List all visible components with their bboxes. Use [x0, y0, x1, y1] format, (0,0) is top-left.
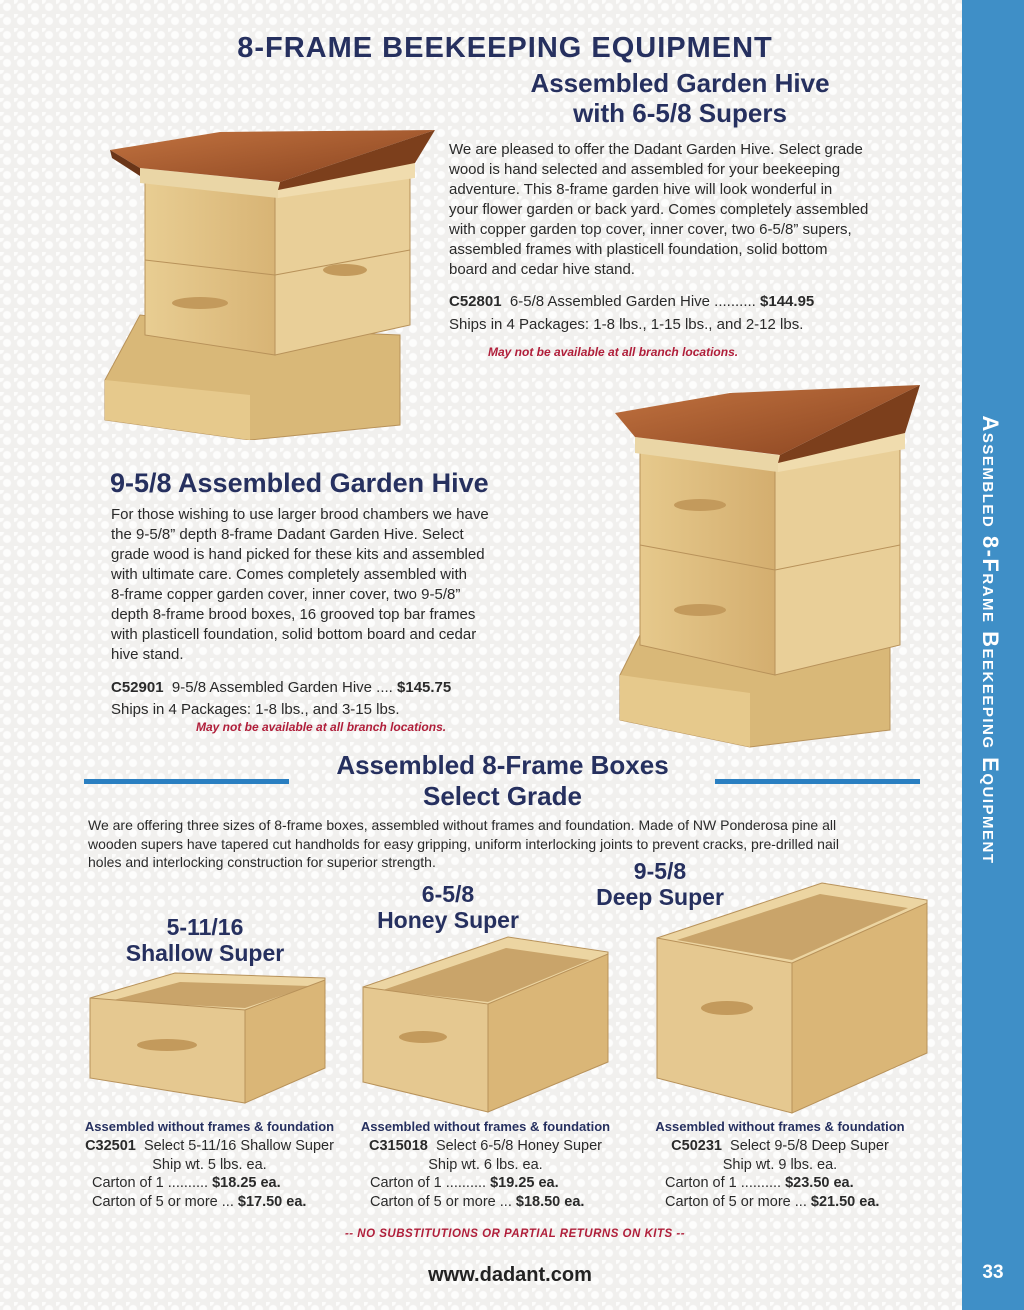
shallow-super-image: [85, 968, 330, 1113]
no-returns-note: -- NO SUBSTITUTIONS OR PARTIAL RETURNS ON KITS --: [344, 1228, 686, 1240]
section2-description: For those wishing to use larger brood chambers we have the 9-5/8” depth 8-frame Dadant Garden Hive. Select grade wood is hand picked for these kits and assembled with ultimate care. Comes completely assembled with 8-frame copper garden cover, inner cover, two 9-5/8” depth 8-frame brood boxes, 16 grooved top bar frames with plasticell foundation, solid bottom board and cedar hive stand.: [111, 506, 489, 663]
section2-availability-note: May not be available at all branch locations.: [196, 720, 447, 734]
section1-product-line: [449, 292, 919, 312]
section1-title: [480, 68, 880, 128]
product-price: $145.75: [397, 679, 452, 696]
honey-super-specs: Assembled without frames & foundation C315018 Select 6-5/8 Honey Super Ship wt. 6 lbs. ea. Carton of 1 .......... $19.25 ea. Carton of 5 or more ... $18.50 ea.: [360, 1119, 611, 1210]
section1-title-line1: Assembled Garden Hive: [530, 68, 830, 98]
deep-super-specs: Assembled without frames & foundation C50231 Select 9-5/8 Deep Super Ship wt. 9 lbs. ea. Carton of 1 .......... $23.50 ea. Carton of 5 or more ... $21.50 ea.: [655, 1119, 905, 1210]
garden-hive-image-2: [610, 375, 930, 750]
garden-hive-image-1: [100, 120, 440, 440]
section1-availability-note: May not be available at all branch locations.: [488, 345, 739, 359]
section2-title: 9-5/8 Assembled Garden Hive: [110, 468, 489, 498]
page-number: 33: [982, 1262, 1004, 1283]
section1-title-line2: with 6-5/8 Supers: [573, 98, 787, 128]
section3-description: We are offering three sizes of 8-frame boxes, assembled without frames and foundation. Made of NW Ponderosa pine all wooden supers have tapered cut handholds for easy gripping, uniform interlocking joints to prevent cracks, pre-drilled nail holes and interlocking construction for superior strength.: [88, 817, 839, 870]
leader-dots: ....: [376, 679, 393, 696]
deep-super-image: [652, 878, 932, 1118]
section1-shipping: Ships in 4 Packages: 1-8 lbs., 1-15 lbs., and 2-12 lbs.: [449, 316, 804, 333]
section2-shipping: Ships in 4 Packages: 1-8 lbs., and 3-15 lbs.: [111, 701, 400, 718]
honey-super-image: [358, 932, 613, 1117]
shallow-super-heading: 5-11/16 Shallow Super: [125, 914, 285, 966]
website-link[interactable]: www.dadant.com: [428, 1264, 592, 1286]
product-code: C52801: [449, 293, 502, 310]
sidebar-title: Assembled 8-Frame Beekeeping Equipment: [978, 415, 1003, 865]
product-name: 9-5/8 Assembled Garden Hive: [171, 679, 372, 696]
section-divider-right: [715, 779, 920, 784]
product-price: $144.95: [760, 293, 815, 310]
honey-super-heading: 6-5/8 Honey Super: [377, 881, 519, 933]
section3-title: Assembled 8-Frame Boxes Select Grade: [336, 750, 669, 811]
section1-description: We are pleased to offer the Dadant Garden Hive. Select grade wood is hand selected and assembled for your beekeeping adventure. This 8-frame garden hive will look wonderful in your flower garden or back yard. Comes completely assembled with copper garden top cover, inner cover, two 6-5/8” supers, assembled frames with plasticell foundation, solid bottom board and cedar hive stand.: [449, 141, 869, 278]
product-name: 6-5/8 Assembled Garden Hive: [509, 293, 710, 310]
page-title: 8-FRAME BEEKEEPING EQUIPMENT: [237, 32, 773, 64]
leader-dots: ..........: [714, 293, 756, 310]
shallow-super-specs: Assembled without frames & foundation C32501 Select 5-11/16 Shallow Super Ship wt. 5 lbs. ea. Carton of 1 .......... $18.25 ea. Carton of 5 or more ... $17.50 ea.: [84, 1119, 335, 1210]
product-code: C52901: [111, 679, 164, 696]
section-divider-left: [84, 779, 289, 784]
section2-product-line: [111, 678, 581, 698]
deep-super-heading: 9-5/8 Deep Super: [596, 858, 724, 910]
